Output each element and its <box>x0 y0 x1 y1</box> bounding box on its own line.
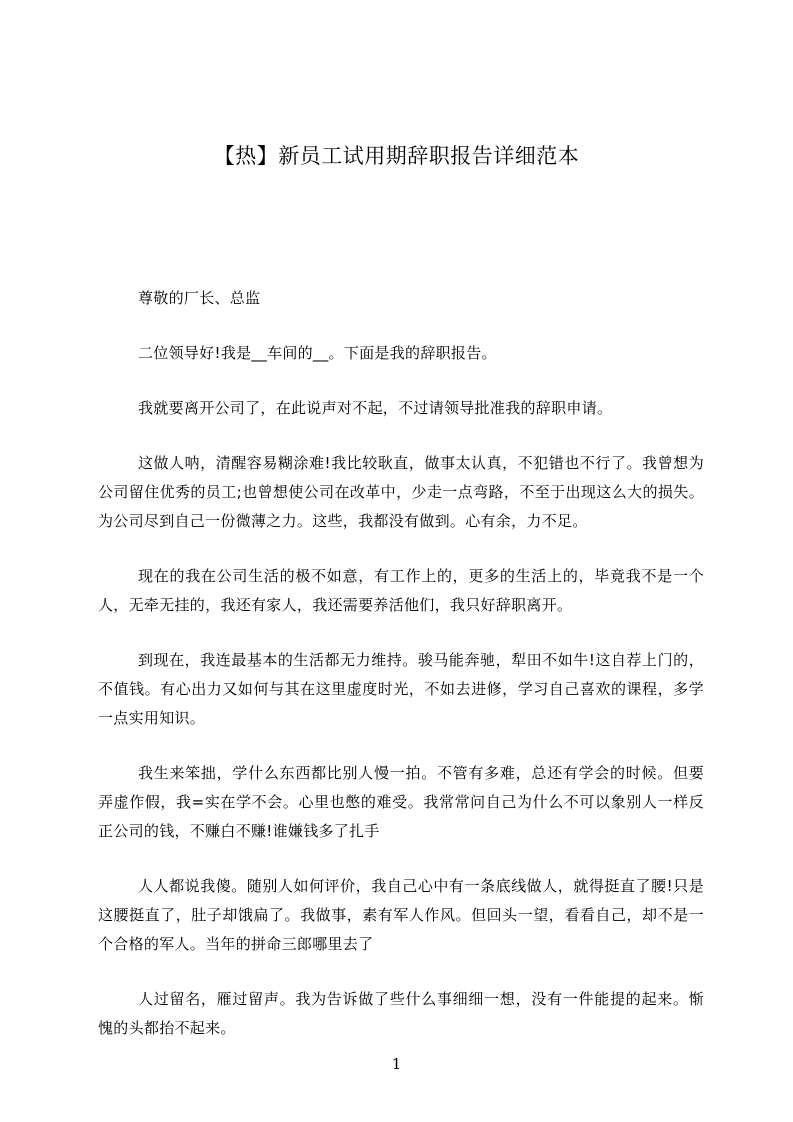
page-number: 1 <box>391 1055 402 1073</box>
document-title: 【热】新员工试用期辞职报告详细范本 <box>213 144 580 168</box>
document-body <box>98 284 704 1069</box>
paragraph-life: 现在的我在公司生活的极不如意，有工作上的，更多的生活上的，毕竟我不是一个人，无牵无挂的，我还有家人，我还需要养活他们，我只好辞职离开。 <box>98 567 704 614</box>
paragraph-greeting: 二位领导好!我是__车间的__。下面是我的辞职报告。 <box>138 344 497 362</box>
paragraph-study: 到现在，我连最基本的生活都无力维持。骏马能奔驰，犁田不如牛!这自荐上门的，不值钱。有心出力又如何与其在这里虚度时光，不如去进修，学习自己喜欢的课程，多学一点实用知识。 <box>98 651 704 727</box>
paragraph-character: 这做人呐，清醒容易糊涂难!我比较耿直，做事太认真，不犯错也不行了。我曾想为公司留住优秀的员工;也曾想使公司在改革中，少走一点弯路，不至于出现这么大的损失。为公司尽到自己一份微薄之力。这些，我都没有做到。心有余，力不足。 <box>98 454 704 530</box>
paragraph-soldier: 人人都说我傻。随别人如何评价，我自己心中有一条底线做人，就得挺直了腰!只是这腰挺直了，肚子却饿扁了。我做事，素有军人作风。但回头一望，看看自己，却不是一个合格的军人。当年的拼命三郎哪里去了 <box>98 877 704 953</box>
paragraph-honesty: 我生来笨拙，学什么东西都比别人慢一拍。不管有多难，总还有学会的时候。但要弄虚作假，我=实在学不会。心里也憋的难受。我常常问自己为什么不可以象别人一样反正公司的钱，不赚白不赚!谁嫌钱多了扎手 <box>98 764 704 840</box>
paragraph-request: 我就要离开公司了，在此说声对不起，不过请领导批准我的辞职申请。 <box>138 399 613 417</box>
paragraph-reflection: 人过留名，雁过留声。我为告诉做了些什么事细细一想，没有一件能提的起来。惭愧的头都抬不起来。 <box>98 990 704 1037</box>
salutation: 尊敬的厂长、总监 <box>138 289 261 307</box>
